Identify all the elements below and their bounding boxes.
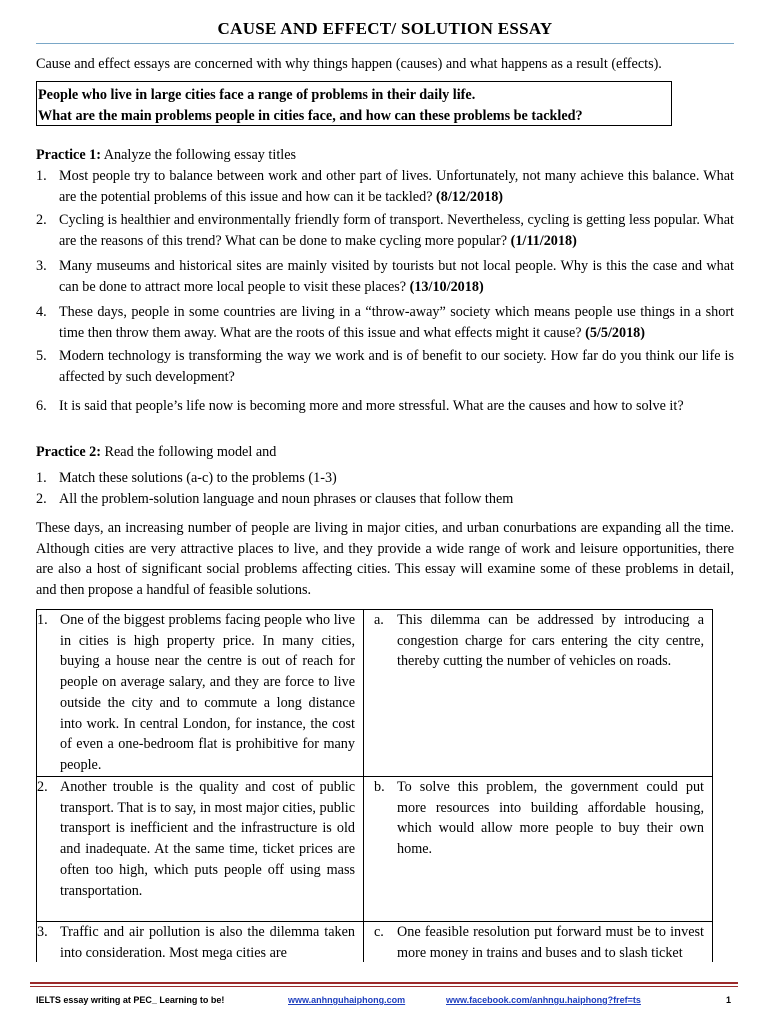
list-item <box>36 256 734 298</box>
solution-letter: c. <box>374 924 384 940</box>
task-text: Match these solutions (a-c) to the problems (1-3) <box>59 470 337 486</box>
table-row <box>37 777 713 922</box>
question-line-2: What are the main problems people in cities face, and how can these problems be tackled? <box>38 108 583 124</box>
practice-1-list <box>36 166 734 417</box>
practice-2-list <box>36 468 734 510</box>
problem-number: 2. <box>37 779 48 795</box>
table-row <box>37 922 713 963</box>
solution-cell <box>364 922 713 963</box>
footer-tagline: IELTS essay writing at PEC_ Learning to be! <box>36 995 225 1005</box>
problem-text: One of the biggest problems facing people who live in cities is high property price. In many cities, buying a house near the centre is out of reach for people on average salary, and they are force to live outside the city and to commute a long distance into work. In central London, for instance, the cost of even a one-bedroom flat is prohibitive for many people. <box>60 612 355 773</box>
footer-divider-thin <box>30 986 738 987</box>
list-item <box>36 166 734 208</box>
list-number: 2. <box>36 212 47 228</box>
model-paragraph: These days, an increasing number of people are living in major cities, and urban conurbations are expanding all the time. Although cities are very attractive places to live, and they provide a wide range of work and leisure opportunities, there are also a host of significant social problems affecting cities. This essay will examine some of these problems in detail, and then propose a handful of feasible solutions. <box>36 520 734 599</box>
list-item <box>36 489 734 510</box>
solution-cell <box>364 777 713 922</box>
table-viewport <box>36 608 736 962</box>
solution-text: One feasible resolution put forward must be to invest more money in trains and buses and to slash ticket <box>397 924 704 961</box>
list-number: 6. <box>36 398 47 414</box>
list-item <box>36 396 734 417</box>
list-number: 5. <box>36 348 47 364</box>
intro-text: Cause and effect essays are concerned with why things happen (causes) and what happens as a result (effects). <box>36 56 662 72</box>
essay-date: (8/12/2018) <box>436 189 504 205</box>
problem-cell <box>37 610 364 777</box>
solution-text: This dilemma can be addressed by introducing a congestion charge for cars entering the city centre, thereby cutting the number of vehicles on roads. <box>397 612 704 670</box>
question-line-1: People who live in large cities face a range of problems in their daily life. <box>38 87 476 103</box>
list-number: 4. <box>36 304 47 320</box>
practice-2-label: Practice 2: <box>36 444 101 460</box>
question-box <box>36 81 672 126</box>
practice-1-section <box>36 145 734 419</box>
page-title: CAUSE AND EFFECT/ SOLUTION ESSAY <box>217 19 553 38</box>
problem-number: 1. <box>37 612 48 628</box>
problem-text: Another trouble is the quality and cost of public transport. That is to say, in most major cities, public transport is inefficient and the infrastructure is old and inadequate. At the same time, ticket prices are often too high, which puts people off using mass transportation. <box>60 779 355 899</box>
list-item <box>36 346 734 388</box>
problem-number: 3. <box>37 924 48 940</box>
list-item <box>36 302 734 344</box>
problem-cell <box>37 777 364 922</box>
practice-2-section <box>36 442 734 510</box>
list-number: 1. <box>36 168 47 184</box>
list-item <box>36 468 734 489</box>
page-number: 1 <box>726 995 732 1005</box>
problem-text: Traffic and air pollution is also the dilemma taken into consideration. Most mega cities are <box>60 924 355 961</box>
facebook-link[interactable]: www.facebook.com/anhngu.haiphong?fref=ts <box>446 995 641 1005</box>
problem-cell <box>37 922 364 963</box>
solution-cell <box>364 610 713 777</box>
table-row <box>37 610 713 777</box>
practice-1-instruction: Analyze the following essay titles <box>100 147 297 163</box>
task-text: All the problem-solution language and noun phrases or clauses that follow them <box>59 491 514 507</box>
essay-title-text: Many museums and historical sites are mainly visited by tourists but not local people. Why is this the case and what can be done to attract more local people to visit these places? <box>59 258 734 295</box>
solution-text: To solve this problem, the government could put more resources into building affordable housing, which would allow more people to buy their own home. <box>397 779 704 858</box>
essay-title-text: Modern technology is transforming the way we work and is of benefit to our society. How far do you think our life is affected by such development? <box>59 348 734 385</box>
list-number: 2. <box>36 491 47 507</box>
list-number: 1. <box>36 470 47 486</box>
essay-title-text: It is said that people’s life now is becoming more and more stressful. What are the causes and how to solve it? <box>59 398 684 414</box>
essay-title-text: These days, people in some countries are living in a “throw-away” society which means people use things in a short time then throw them away. What are the roots of this issue and what effects might it cause? <box>59 304 734 341</box>
practice-1-heading <box>36 145 734 166</box>
list-number: 3. <box>36 258 47 274</box>
essay-date: (5/5/2018) <box>585 325 646 341</box>
list-item <box>36 210 734 252</box>
problem-solution-table <box>36 609 713 962</box>
footer-divider <box>30 982 738 984</box>
essay-title-text: Most people try to balance between work and other part of lives. Unfortunately, not many achieve this balance. What are the potential problems of this issue and how can it be tackled? <box>59 168 734 205</box>
essay-date: (13/10/2018) <box>409 279 484 295</box>
essay-title-text: Cycling is healthier and environmentally friendly form of transport. Nevertheless, cycling is getting less popular. What are the reasons of this trend? What can be done to make cycling more popular? <box>59 212 734 249</box>
title-divider <box>36 43 734 44</box>
practice-1-label: Practice 1: <box>36 147 101 163</box>
solution-letter: a. <box>374 612 384 628</box>
practice-2-instruction: Read the following model and <box>100 444 277 460</box>
practice-2-heading <box>36 442 734 463</box>
essay-date: (1/11/2018) <box>510 233 577 249</box>
solution-letter: b. <box>374 779 385 795</box>
website-link[interactable]: www.anhnguhaiphong.com <box>288 995 406 1005</box>
